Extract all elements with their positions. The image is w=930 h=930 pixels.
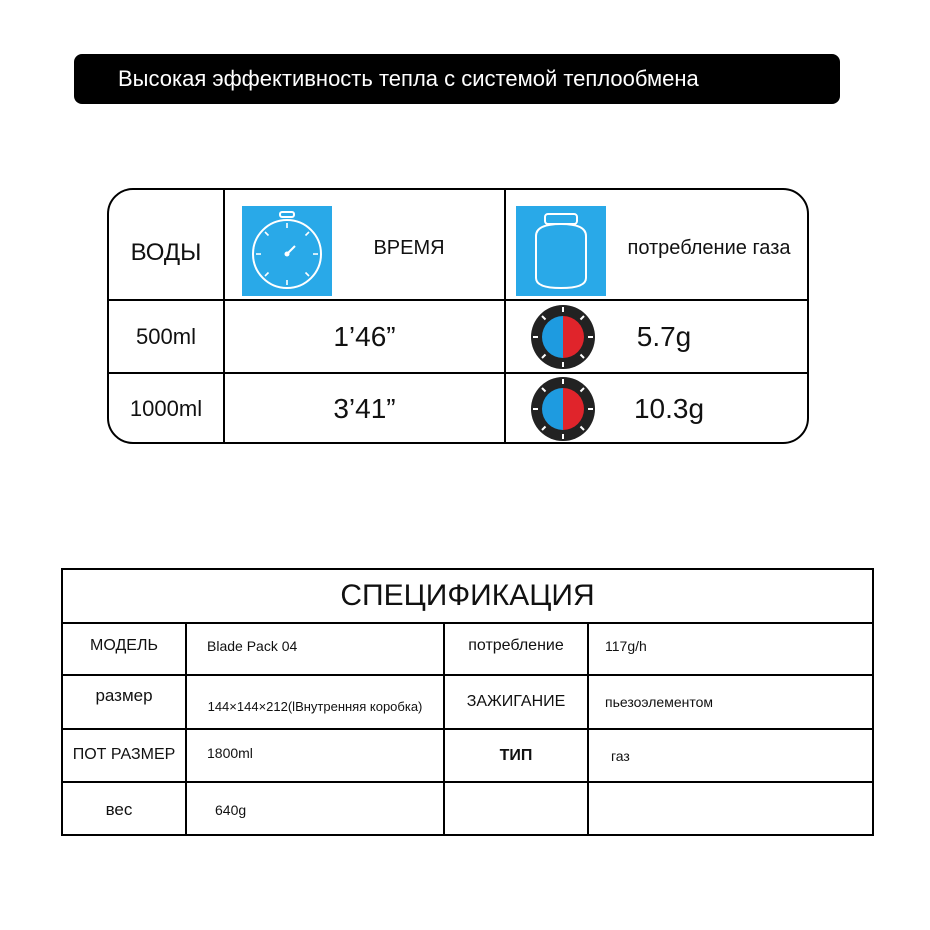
spec-label: ПОТ РАЗМЕР <box>72 746 176 763</box>
divider <box>587 622 589 834</box>
hot-cold-gauge-icon <box>530 304 596 370</box>
spec-value: 640g <box>215 801 247 818</box>
spec-label: МОДЕЛЬ <box>90 637 158 654</box>
specification-table <box>61 568 874 836</box>
row-water: 1000ml <box>129 396 203 421</box>
spec-title: СПЕЦИФИКАЦИЯ <box>340 579 595 612</box>
divider <box>185 622 187 834</box>
spec-value: 117g/h <box>605 638 647 654</box>
row-gas: 10.3g <box>633 393 705 424</box>
spec-label: вес <box>105 799 133 819</box>
spec-label: потребление <box>468 637 564 654</box>
spec-value <box>605 783 865 836</box>
row-gas: 5.7g <box>636 320 692 352</box>
stopwatch-icon <box>242 206 332 296</box>
banner <box>74 54 840 104</box>
spec-value: газ <box>611 747 630 764</box>
spec-value: 144×144×212(lВнутренняя коробка) <box>207 698 423 714</box>
divider <box>504 190 506 442</box>
spec-label: размер <box>95 686 153 705</box>
hot-cold-gauge-icon <box>530 376 596 442</box>
row-water: 500ml <box>136 323 196 349</box>
header-gas: потребление газа <box>627 236 791 259</box>
row-time: 3’41” <box>333 393 396 424</box>
spec-value: 1800ml <box>207 745 253 761</box>
spec-label: ЗАЖИГАНИЕ <box>466 693 566 710</box>
spec-value: пьезоэлементом <box>605 694 714 710</box>
heat-efficiency-table <box>107 188 809 444</box>
spec-value: Blade Pack 04 <box>207 638 298 654</box>
spec-label: ТИП <box>499 746 533 764</box>
spec-label <box>445 783 587 836</box>
header-water: ВОДЫ <box>130 238 202 266</box>
banner-title: Высокая эффективность тепла с системой теплообмена <box>118 66 699 91</box>
header-time: ВРЕМЯ <box>373 236 445 259</box>
gas-canister-icon <box>516 206 606 296</box>
row-time: 1’46” <box>333 320 396 352</box>
